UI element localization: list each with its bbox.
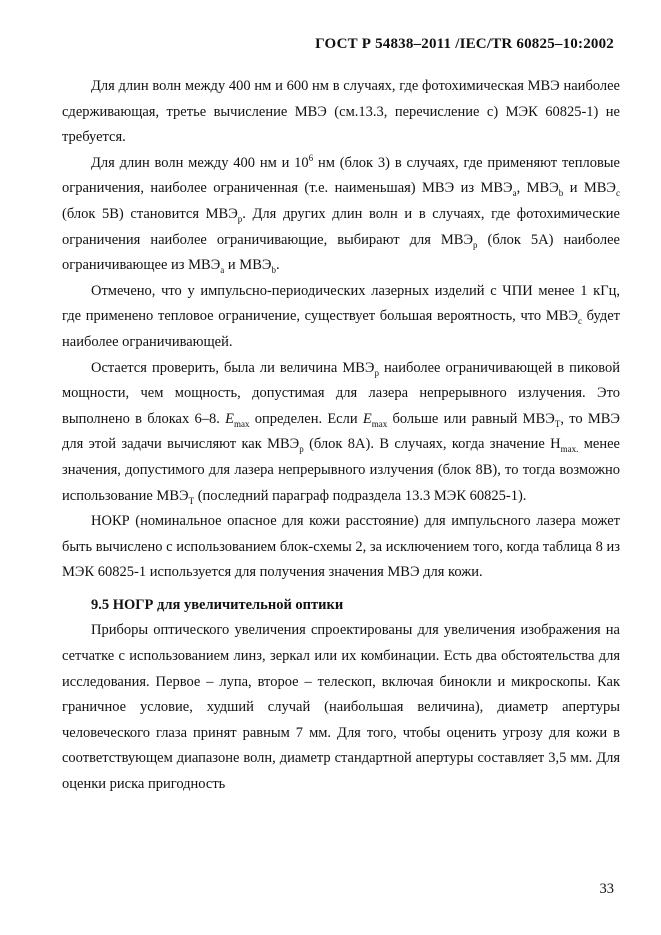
inline-run: р bbox=[237, 213, 243, 224]
paragraph-4: Остается проверить, была ли величина $МВЭ_р$ наиболее ограничивающей в пиковой мощности, чем мощность, допустимая для лазера непрерывного излучения. Это выполнено в блоках 6–8. $E_{max}$ определен. Если $E_{max}$ больше или равный $МВЭ_T$, то МВЭ для этой задачи вычисляют как $МВЭ_р$ (блок 8А). В случаях, когда значение $H_{max.}$ менее значения, допустимого для лазера непрерывного излучения (блок 8В), то тогда возможно использование $МВЭ_T$ (последний параграф подраздела 13.3 МЭК 60825-1). bbox=[62, 359, 620, 506]
inline-run: р bbox=[299, 444, 304, 455]
inline-run: max bbox=[233, 418, 250, 429]
inline-run: b bbox=[271, 265, 276, 276]
page-number: 33 bbox=[599, 881, 614, 897]
inline-run: T bbox=[554, 418, 561, 429]
inline-run: р bbox=[374, 367, 379, 378]
paragraph-3: Отмечено, что у импульсно-периодических лазерных изделий с ЧПИ менее 1 кГц, где применено тепловое ограничение, существует большая вероятность, что $МВЭ_c$ будет наиболее ограничивающей. bbox=[62, 282, 620, 350]
inline-run: T bbox=[188, 495, 195, 506]
inline-run: max. bbox=[560, 444, 579, 455]
inline-run: E bbox=[225, 410, 234, 427]
paragraph-1: Для длин волн между 400 нм и 600 нм в случаях, где фотохимическая МВЭ наиболее сдерживающая, третье вычисление МВЭ (см.13.3, перечисление с) МЭК 60825-1) не требуется. bbox=[62, 78, 620, 146]
inline-run: c bbox=[578, 316, 582, 327]
inline-run: р bbox=[473, 239, 478, 250]
document-header: ГОСТ Р 54838–2011 /IEC/TR 60825–10:2002 bbox=[315, 36, 614, 52]
inline-run: b bbox=[558, 188, 564, 199]
inline-run: a bbox=[512, 188, 517, 199]
inline-run: a bbox=[220, 265, 225, 276]
inline-run: max bbox=[371, 418, 388, 429]
page-content bbox=[62, 74, 620, 798]
inline-run: 6 bbox=[308, 152, 314, 163]
paragraph-5: НОКР (номинальное опасное для кожи расстояние) для импульсного лазера может быть вычислено с использованием блок-схемы 2, за исключением того, когда таблица 8 из МЭК 60825-1 используется для получения значения МВЭ для кожи. bbox=[62, 513, 620, 581]
section-heading: 9.5 НОГР для увеличительной оптики bbox=[91, 596, 344, 613]
inline-run: E bbox=[362, 410, 372, 427]
inline-run: c bbox=[616, 188, 620, 199]
paragraph-2: Для длин волн между 400 нм и $10^6$ нм (блок 3) в случаях, где применяют тепловые ограничения, наиболее ограниченная (т.е. наименьшая) МВЭ из $МВЭ_a$, $МВЭ_b$ и $МВЭ_c$ (блок 5В) становится $МВЭ_р$. Для других длин волн и в случаях, где фотохимические ограничения наиболее ограничивающие, выбирают для $МВЭ_р$ (блок 5А) наиболее ограничивающее из $МВЭ_a$ и $МВЭ_b$. bbox=[62, 152, 620, 276]
section-paragraph: Приборы оптического увеличения спроектированы для увеличения изображения на сетчатке с использованием линз, зеркал или их комбинации. Есть два обстоятельства для исследования. Первое – лупа, второе – телескоп, включая бинокли и микроскопы. Как граничное условие, худший случай (наибольшая величина), диаметр апертуры человеческого глаза принят равным 7 мм. Для того, чтобы оценить угрозу для кожи в соответствующем диапазоне волн, диаметр стандартной апертуры составляет 3,5 мм. Для оценки риска пригодность bbox=[62, 622, 620, 793]
